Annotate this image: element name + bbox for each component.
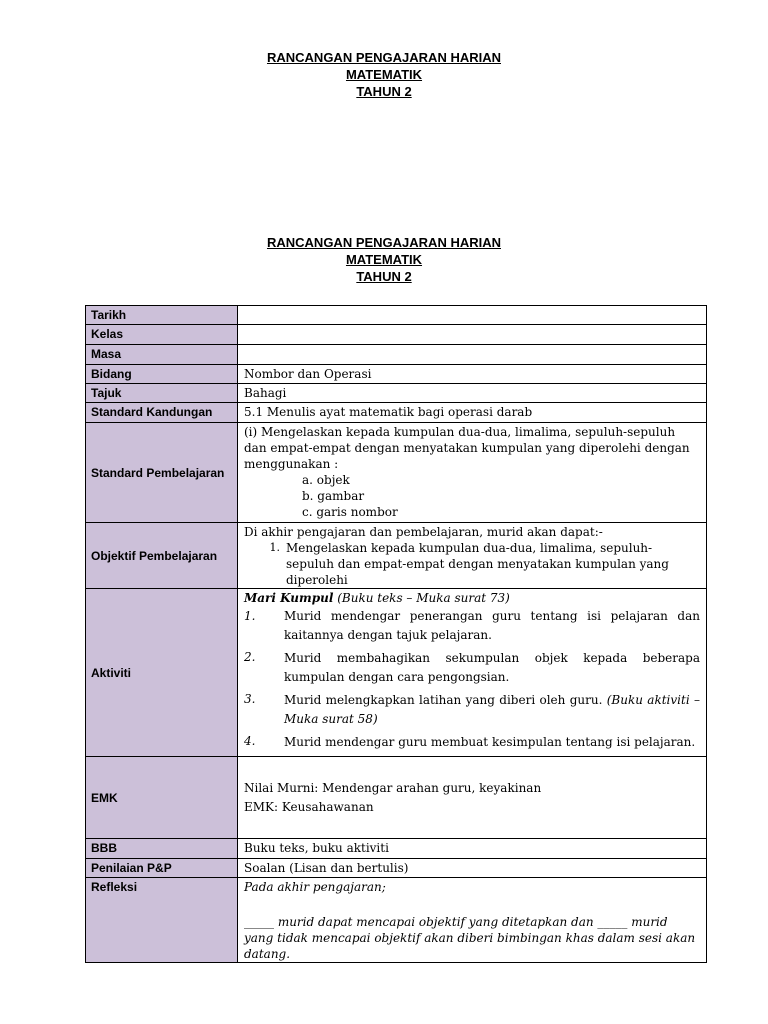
value-penilaian: Soalan (Lisan dan bertulis) bbox=[238, 859, 707, 878]
value-tajuk: Bahagi bbox=[238, 384, 707, 403]
value-bbb: Buku teks, buku aktiviti bbox=[238, 839, 707, 859]
label-masa: Masa bbox=[86, 345, 238, 365]
value-bidang: Nombor dan Operasi bbox=[238, 365, 707, 384]
heading-title: RANCANGAN PENGAJARAN HARIAN bbox=[266, 50, 501, 65]
label-kelas: Kelas bbox=[86, 325, 238, 345]
list-item bbox=[244, 540, 700, 588]
lesson-plan-table bbox=[85, 305, 707, 963]
value-kelas bbox=[238, 325, 707, 345]
document-heading-top bbox=[0, 49, 768, 100]
value-masa bbox=[238, 345, 707, 365]
value-standard-pembelajaran bbox=[238, 423, 707, 523]
row-aktiviti bbox=[86, 589, 707, 757]
list-item: a. objek bbox=[302, 473, 350, 487]
item-number: 1. bbox=[269, 541, 280, 554]
label-aktiviti: Aktiviti bbox=[86, 589, 238, 757]
row-penilaian bbox=[86, 859, 707, 878]
value-objektif bbox=[238, 523, 707, 589]
row-emk bbox=[86, 757, 707, 839]
item-ref: (Buku aktiviti – Muka surat 58) bbox=[284, 693, 700, 726]
list-item bbox=[244, 691, 700, 729]
refleksi-line-1: Pada akhir pengajaran; bbox=[244, 880, 386, 894]
standard-pembelajaran-list bbox=[244, 472, 700, 520]
heading-subject: MATEMATIK bbox=[345, 252, 423, 267]
heading-title: RANCANGAN PENGAJARAN HARIAN bbox=[266, 235, 501, 250]
item-text: Murid membahagikan sekumpulan objek kepada beberapa kumpulan dengan cara pengongsian. bbox=[284, 651, 700, 684]
label-standard-kandungan: Standard Kandungan bbox=[86, 403, 238, 423]
value-tarikh bbox=[238, 306, 707, 325]
item-number: 1. bbox=[244, 609, 256, 623]
objektif-list bbox=[244, 540, 700, 588]
document-heading-table bbox=[0, 234, 768, 285]
heading-year: TAHUN 2 bbox=[356, 84, 412, 99]
heading-subject: MATEMATIK bbox=[345, 67, 423, 82]
row-masa bbox=[86, 345, 707, 365]
row-standard-pembelajaran bbox=[86, 423, 707, 523]
item-number: 2. bbox=[244, 650, 256, 664]
row-standard-kandungan bbox=[86, 403, 707, 423]
row-refleksi bbox=[86, 878, 707, 963]
emk-line-2: EMK: Keusahawanan bbox=[244, 800, 374, 814]
aktiviti-list bbox=[244, 607, 700, 752]
list-item: b. gambar bbox=[302, 489, 365, 503]
label-tarikh: Tarikh bbox=[86, 306, 238, 325]
label-refleksi: Refleksi bbox=[86, 878, 238, 963]
value-emk bbox=[238, 757, 707, 839]
list-item bbox=[244, 649, 700, 687]
label-standard-pembelajaran: Standard Pembelajaran bbox=[86, 423, 238, 523]
value-standard-kandungan: 5.1 Menulis ayat matematik bagi operasi darab bbox=[238, 403, 707, 423]
item-number: 3. bbox=[244, 692, 256, 706]
item-number: 4. bbox=[244, 734, 256, 748]
row-bbb bbox=[86, 839, 707, 859]
heading-year: TAHUN 2 bbox=[356, 269, 412, 284]
list-item bbox=[244, 733, 700, 752]
label-penilaian: Penilaian P&P bbox=[86, 859, 238, 878]
list-item: c. garis nombor bbox=[302, 505, 398, 519]
list-item bbox=[244, 607, 700, 645]
objektif-intro: Di akhir pengajaran dan pembelajaran, murid akan dapat:- bbox=[244, 525, 603, 539]
refleksi-line-2: _____ murid dapat mencapai objektif yang ditetapkan dan _____ murid yang tidak mencapai objektif akan diberi bimbingan khas dalam sesi akan datang. bbox=[244, 915, 696, 961]
row-kelas bbox=[86, 325, 707, 345]
value-aktiviti bbox=[238, 589, 707, 757]
aktiviti-title: Mari Kumpul bbox=[244, 591, 334, 605]
label-bidang: Bidang bbox=[86, 365, 238, 384]
row-bidang bbox=[86, 365, 707, 384]
emk-line-1: Nilai Murni: Mendengar arahan guru, keyakinan bbox=[244, 781, 542, 795]
label-emk: EMK bbox=[86, 757, 238, 839]
item-text: Murid mendengar penerangan guru tentang isi pelajaran dan kaitannya dengan tajuk pelajaran. bbox=[284, 609, 700, 642]
row-tajuk bbox=[86, 384, 707, 403]
row-tarikh bbox=[86, 306, 707, 325]
label-objektif: Objektif Pembelajaran bbox=[86, 523, 238, 589]
item-text: Mengelaskan kepada kumpulan dua-dua, limalima, sepuluh-sepuluh dan empat-empat dengan menyatakan kumpulan yang diperolehi bbox=[286, 541, 669, 587]
item-text: Murid melengkapkan latihan yang diberi oleh guru. bbox=[284, 693, 607, 707]
standard-pembelajaran-text: (i) Mengelaskan kepada kumpulan dua-dua, limalima, sepuluh-sepuluh dan empat-empat dengan menyatakan kumpulan yang diperolehi dengan menggunakan : bbox=[244, 425, 690, 471]
value-refleksi bbox=[238, 878, 707, 963]
label-tajuk: Tajuk bbox=[86, 384, 238, 403]
aktiviti-title-ref: (Buku teks – Muka surat 73) bbox=[337, 591, 510, 605]
item-text: Murid mendengar guru membuat kesimpulan tentang isi pelajaran. bbox=[284, 735, 696, 749]
row-objektif bbox=[86, 523, 707, 589]
label-bbb: BBB bbox=[86, 839, 238, 859]
